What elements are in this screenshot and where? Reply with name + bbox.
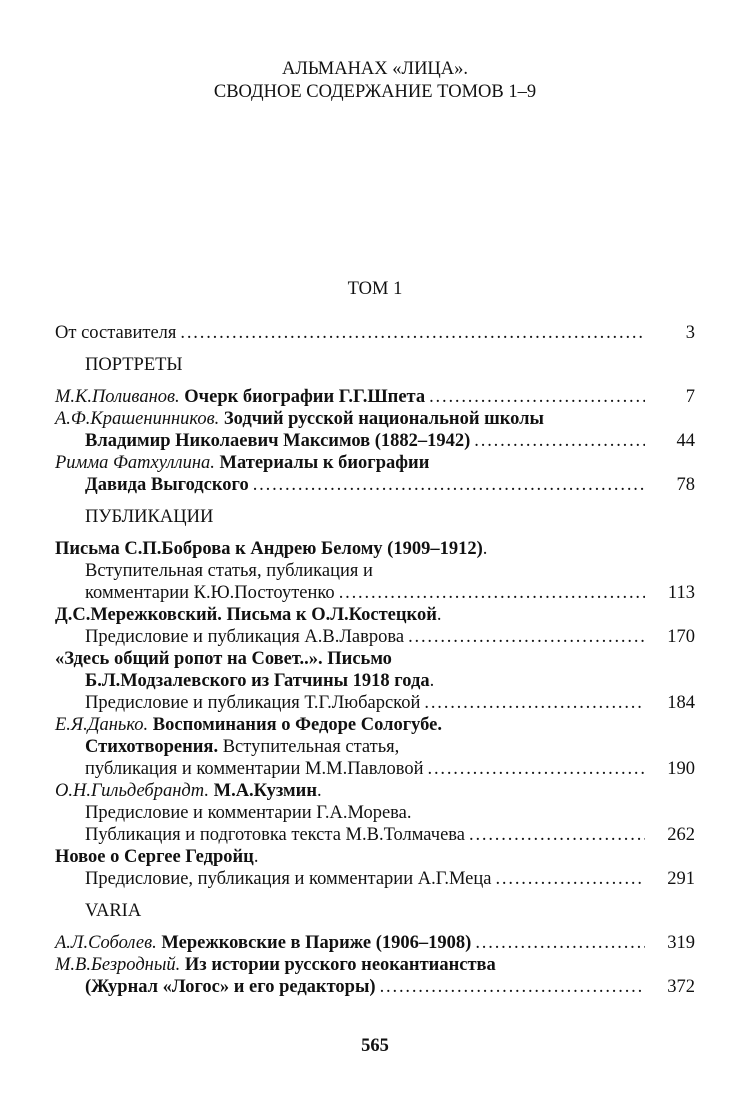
entry-author: Е.Я.Данько. [55,715,149,735]
toc-entry [55,932,695,954]
toc-entry-continuation [55,430,695,452]
entry-note: комментарии К.Ю.Постоутенко [85,583,335,603]
entry-note: Предисловие и публикация А.В.Лаврова [85,627,405,647]
toc-entry [55,408,695,430]
entry-title: Д.С.Мережковский. Письма к О.Л.Костецкой [55,605,437,625]
entry-title: Новое о Сергее Гедройц [55,847,254,867]
toc-entry-note [55,560,695,582]
toc-entry [55,452,695,474]
entry-note: Публикация и подготовка текста М.В.Толмачева [85,825,465,845]
dot-leader [408,626,645,648]
toc-entry-note [55,868,695,890]
entry-title-tail: . [253,847,259,867]
entry-title-tail: . [429,671,435,691]
toc-entry-note [55,626,695,648]
entry-title: Очерк биографии Г.Г.Шпета [184,387,426,407]
toc-entry-note [55,802,695,824]
page-ref: 184 [667,693,695,713]
entry-title-cont: Владимир Николаевич Максимов (1882–1942) [85,431,471,451]
dot-leader [474,430,645,452]
entry-title-cont: Б.Л.Модзалевского из Гатчины 1918 года [85,671,430,691]
entry-author: М.В.Безродный. [55,955,181,975]
entry-author: А.Ф.Крашенинников. [55,409,220,429]
entry-title: «Здесь общий ропот на Совет..». Письмо [55,649,392,669]
entry-title: Письма С.П.Боброва к Андрею Белому (1909–1912) [55,539,483,559]
section-heading: ПОРТРЕТЫ [85,355,183,375]
entry-title: Мережковские в Париже (1906–1908) [161,933,472,953]
page-ref: 7 [685,387,695,407]
toc-entry [55,386,695,408]
toc-entry [55,714,695,736]
page-ref: 170 [667,627,695,647]
entry-title-tail: . [436,605,442,625]
dot-leader [428,758,646,780]
entry-title-tail: . [482,539,488,559]
page-ref: 372 [667,977,695,997]
section-heading: ПУБЛИКАЦИИ [85,507,214,527]
entry-title: М.А.Кузмин [213,781,317,801]
entry-author: М.К.Поливанов. [55,387,180,407]
entry-title-cont: Стихотворения. [85,737,219,757]
entry-title: Зодчий русской национальной школы [223,409,544,429]
dot-leader [469,824,645,846]
header-line-1: АЛЬМАНАХ «ЛИЦА». [281,59,469,79]
dot-leader [180,322,645,344]
page-ref: 113 [667,583,695,603]
toc-entry-intro [55,322,695,344]
toc-entry-continuation [55,670,695,692]
toc-entry-continuation [55,976,695,998]
entry-author: А.Л.Соболев. [55,933,157,953]
toc-entry [55,538,695,560]
toc-entry-note [55,758,695,780]
entry-note: Вступительная статья, публикация и [85,561,373,581]
toc-entry [55,780,695,802]
toc-entry-note [55,692,695,714]
section-heading: VARIA [85,901,142,921]
entry-title-tail: . [316,781,322,801]
toc-entry [55,604,695,626]
table-of-contents [55,322,695,998]
header-line-2: СВОДНОЕ СОДЕРЖАНИЕ ТОМОВ 1–9 [213,82,537,102]
entry-title: Из истории русского неокантианства [184,955,496,975]
entry-title-tail: Вступительная статья, [218,737,400,757]
toc-entry-note [55,824,695,846]
toc-entry [55,954,695,976]
dot-leader [380,976,645,998]
entry-title: Материалы к биографии [219,453,430,473]
volume-title: ТОМ 1 [347,279,403,299]
entry-title: От составителя [55,323,177,343]
entry-title-cont: (Журнал «Логос» и его редакторы) [85,977,376,997]
toc-entry-continuation [55,474,695,496]
page-ref: 262 [667,825,695,845]
dot-leader [475,932,645,954]
toc-entry [55,648,695,670]
page-ref: 78 [676,475,695,495]
toc-entry-note [55,582,695,604]
entry-note: публикация и комментарии М.М.Павловой [85,759,424,779]
entry-author: Римма Фатхуллина. [55,453,215,473]
entry-title-cont: Давида Выгодского [85,475,249,495]
page-ref: 3 [685,323,695,343]
page-ref: 291 [667,869,695,889]
page-number: 565 [361,1036,389,1056]
almanac-header [0,58,750,104]
dot-leader [339,582,645,604]
entry-note: Предисловие и комментарии Г.А.Морева. [85,803,412,823]
toc-entry [55,846,695,868]
dot-leader [253,474,645,496]
entry-author: О.Н.Гильдебрандт. [55,781,209,801]
toc-entry-continuation [55,736,695,758]
entry-note: Предисловие, публикация и комментарии А.Г.Меца [85,869,492,889]
page-ref: 190 [667,759,695,779]
entry-note: Предисловие и публикация Т.Г.Любарской [85,693,421,713]
dot-leader [429,386,645,408]
dot-leader [495,868,645,890]
entry-title: Воспоминания о Федоре Сологубе. [152,715,442,735]
page-ref: 44 [676,431,695,451]
dot-leader [424,692,645,714]
page-ref: 319 [667,933,695,953]
